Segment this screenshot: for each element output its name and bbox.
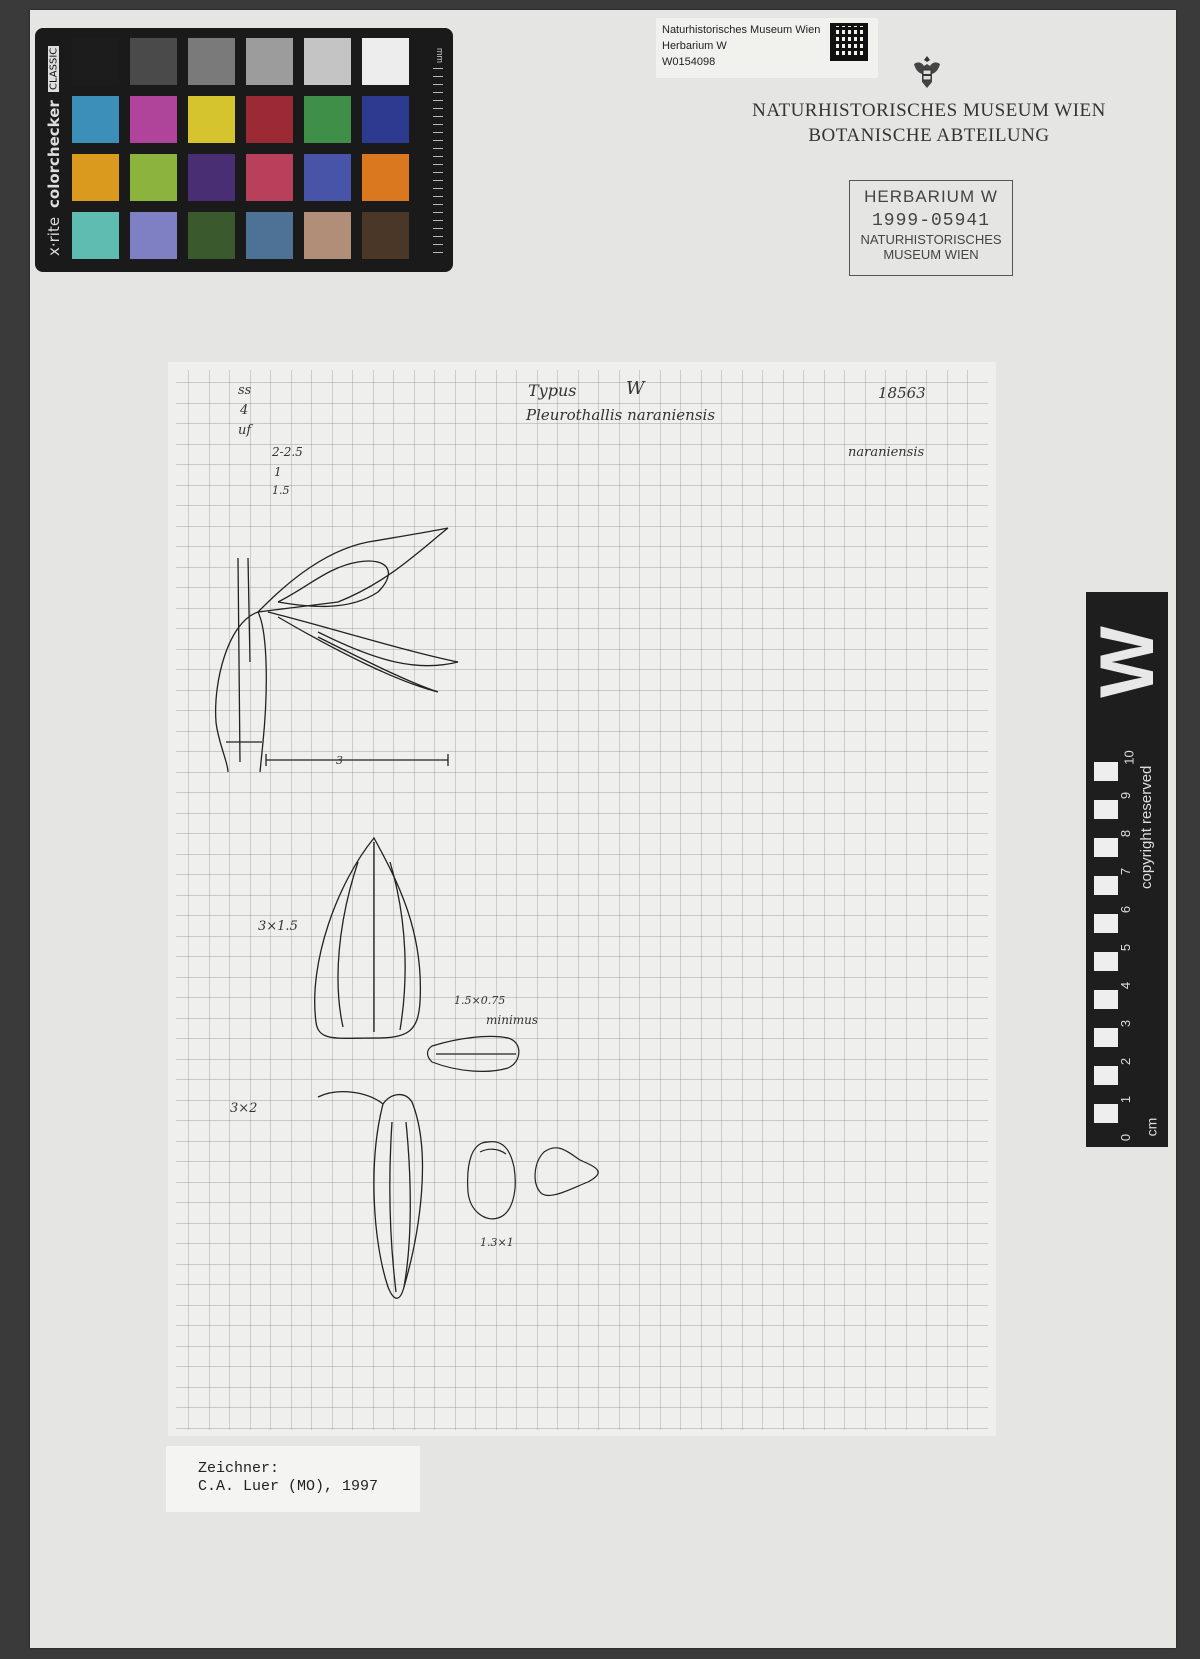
color-swatch bbox=[362, 154, 409, 201]
sepal-dimensions: 3×1.5 bbox=[258, 919, 298, 934]
collection-number: 18563 bbox=[878, 384, 926, 402]
catalog-line-3: W0154098 bbox=[662, 56, 716, 68]
checker-edition: CLASSIC bbox=[48, 48, 60, 91]
note-5: 1 bbox=[274, 465, 282, 479]
note-4: 2-2.5 bbox=[272, 445, 303, 459]
scale-number: 5 bbox=[1118, 943, 1134, 952]
color-swatch bbox=[304, 212, 351, 259]
color-swatch bbox=[130, 38, 177, 85]
color-swatch bbox=[72, 212, 119, 259]
department-name: BOTANISCHE ABTEILUNG bbox=[808, 125, 1050, 146]
scale-number: 9 bbox=[1118, 791, 1134, 800]
species-name-right: naraniensis bbox=[848, 445, 925, 460]
checker-ruler bbox=[433, 68, 443, 258]
catalog-line-1: Naturhistorisches Museum Wien bbox=[662, 24, 821, 36]
scale-number: 0 bbox=[1118, 1133, 1134, 1142]
color-swatch bbox=[130, 212, 177, 259]
checker-maker: x·rite bbox=[45, 216, 63, 256]
qr-code-icon bbox=[830, 23, 868, 61]
scale-number: 10 bbox=[1121, 750, 1137, 765]
stamp-line-2: MUSEUM WIEN bbox=[883, 247, 979, 262]
museum-heading bbox=[700, 98, 1158, 148]
scale-checkerboard bbox=[1094, 762, 1118, 1142]
scale-number: 7 bbox=[1118, 867, 1134, 876]
note-1: ss bbox=[238, 383, 252, 398]
scale-number: 1 bbox=[1118, 1095, 1134, 1104]
color-swatch bbox=[188, 96, 235, 143]
note-6: 1.5 bbox=[272, 484, 290, 497]
color-swatch bbox=[362, 212, 409, 259]
color-swatch bbox=[246, 212, 293, 259]
stamp-number: 1999-05941 bbox=[871, 211, 991, 231]
color-swatch bbox=[72, 38, 119, 85]
catalog-label bbox=[656, 18, 878, 78]
note-2: 4 bbox=[240, 403, 249, 418]
color-swatch bbox=[246, 38, 293, 85]
color-swatch bbox=[188, 212, 235, 259]
color-swatch bbox=[130, 154, 177, 201]
scale-copyright: copyright reserved bbox=[1138, 765, 1155, 889]
scale-letter: W bbox=[1084, 626, 1170, 698]
grid-lines bbox=[176, 370, 988, 1430]
museum-name: NATURHISTORISCHES MUSEUM WIEN bbox=[752, 100, 1106, 121]
color-checker-card bbox=[35, 28, 453, 272]
color-swatch bbox=[130, 96, 177, 143]
typus-label: Typus bbox=[528, 381, 577, 400]
scale-number: 3 bbox=[1118, 1019, 1134, 1028]
credit-label bbox=[166, 1446, 420, 1512]
catalog-line-2: Herbarium W bbox=[662, 40, 727, 52]
color-swatch bbox=[72, 96, 119, 143]
color-checker-brand bbox=[41, 46, 67, 256]
scale-number: 8 bbox=[1118, 829, 1134, 838]
stamp-line-1: NATURHISTORISCHES bbox=[860, 232, 1002, 247]
note-3: uf bbox=[238, 423, 252, 438]
color-swatch bbox=[362, 38, 409, 85]
column-dimensions: 1.3×1 bbox=[480, 1236, 514, 1249]
credit-author: C.A. Luer (MO), 1997 bbox=[198, 1478, 379, 1495]
typus-herbarium: W bbox=[626, 378, 645, 399]
color-swatch bbox=[362, 96, 409, 143]
scale-number: 4 bbox=[1118, 981, 1134, 990]
scale-unit: cm bbox=[1143, 1117, 1160, 1137]
color-swatch bbox=[246, 154, 293, 201]
credit-title: Zeichner: bbox=[198, 1460, 280, 1477]
austrian-eagle-emblem-icon bbox=[910, 54, 944, 90]
species-name: Pleurothallis naraniensis bbox=[526, 406, 716, 424]
color-swatch bbox=[188, 38, 235, 85]
checker-unit: mm bbox=[435, 48, 445, 63]
lip-dimensions: 3×2 bbox=[230, 1101, 258, 1116]
herbarium-stamp bbox=[849, 180, 1013, 276]
scale-bar bbox=[1086, 592, 1168, 1147]
drawing-canvas bbox=[168, 362, 996, 1436]
checker-brand-name: colorchecker bbox=[45, 100, 63, 209]
scale-bar-label: 3 bbox=[336, 754, 343, 767]
stamp-title: HERBARIUM W bbox=[864, 187, 998, 206]
color-swatch-grid bbox=[72, 38, 409, 259]
graph-paper-drawing bbox=[168, 362, 996, 1436]
color-swatch bbox=[72, 154, 119, 201]
scale-number: 2 bbox=[1118, 1057, 1134, 1066]
color-swatch bbox=[246, 96, 293, 143]
color-swatch bbox=[304, 38, 351, 85]
color-swatch bbox=[188, 154, 235, 201]
scale-number: 6 bbox=[1118, 905, 1134, 914]
petal-dimensions: 1.5×0.75 bbox=[454, 994, 506, 1007]
petal-note: minimus bbox=[486, 1013, 539, 1027]
color-swatch bbox=[304, 96, 351, 143]
color-swatch bbox=[304, 154, 351, 201]
